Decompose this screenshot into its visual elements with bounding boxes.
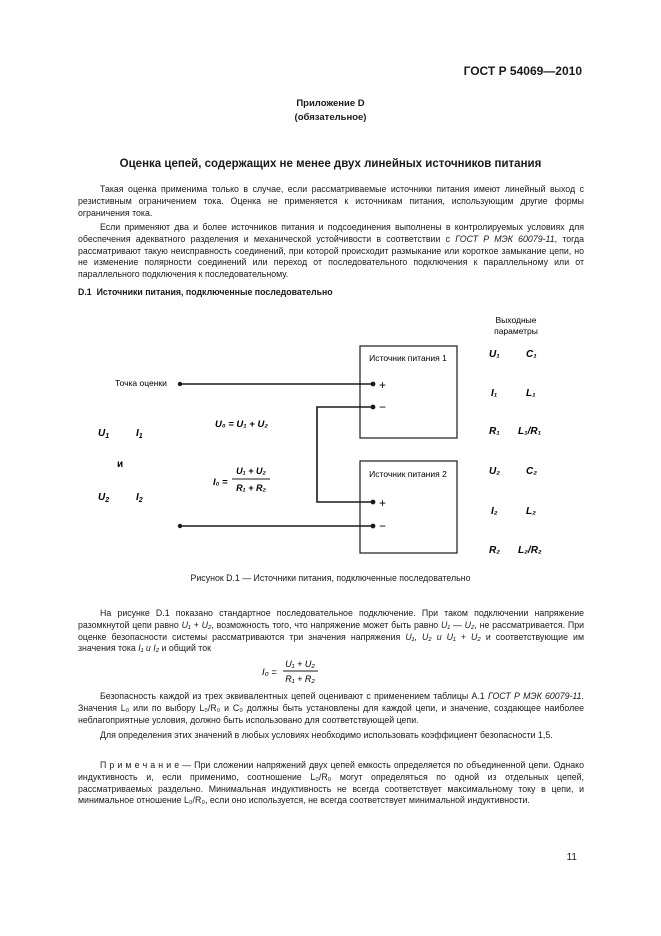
- note-label: П р и м е ч а н и е: [100, 760, 180, 770]
- equation-i0-numerator: U₁ + U₂: [236, 466, 266, 476]
- standard-code: ГОСТ Р 54069—2010: [463, 64, 582, 78]
- output-params-heading-2: параметры: [494, 326, 538, 336]
- standard-reference-2: ГОСТ Р МЭК 60079-11: [487, 691, 582, 701]
- label-i1: $I_1$: [136, 428, 143, 440]
- plus-sign-2: +: [379, 496, 387, 510]
- param-c1: C₁: [526, 349, 537, 360]
- paragraph-2: Если применяют два и более источников питания и подсоединения выполнены в контролируемых условиях для обеспечения адекватного разделения и механической устойчивости в соответствии с ГОСТ Р МЭК 60079-11, тогда рассматривают такую неисправность соединений, при которой происходит размыкание или короткое замыкание цепи, но не изменение полярности соединений или переход от последовательного подключения к параллельному или от параллельного подключения к последовательному.: [78, 222, 584, 280]
- evaluation-point-label: Точка оценки: [115, 378, 167, 388]
- param-l1-r1: L₁/R₁: [518, 426, 542, 437]
- label-and: и: [117, 459, 124, 470]
- paragraph-5: Для определения этих значений в любых условиях необходимо использовать коэффициент безопасности 1,5.: [100, 730, 553, 740]
- section-heading: D.1 Источники питания, подключенные последовательно: [78, 287, 333, 297]
- label-u1: $U_1$: [98, 428, 110, 440]
- equation-i0-lhs: I₀ =: [213, 477, 228, 488]
- param-i1: I₁: [491, 388, 498, 399]
- formula-i0: [0, 655, 661, 689]
- param-c2: C₂: [526, 466, 538, 477]
- power-source-2-label: Источник питания 2: [369, 469, 447, 479]
- eval-terminal-top: [178, 382, 182, 386]
- eval-terminal-bottom: [178, 524, 182, 528]
- paragraph-4: Безопасность каждой из трех эквивалентных цепей оценивают с применением таблицы А.1 ГОСТ Р МЭК 60079-11. Значения L₀ или по выбору L₀/R₀ и C₀ должны быть установлены для каждой цепи, и значение, создающее наиболее неблагоприятные условия, должно быть использовано для соответствующей цепи.: [78, 691, 584, 725]
- minus-sign-2: −: [379, 519, 387, 533]
- param-u1: U₁: [489, 349, 500, 360]
- standard-reference: ГОСТ Р МЭК 60079-11: [455, 233, 555, 244]
- param-r1: R₁: [489, 426, 500, 437]
- param-u2: U₂: [489, 466, 501, 477]
- paragraph-1: Такая оценка применима только в случае, если рассматриваемые источники питания имеют линейный выход с резистивным ограничением тока. Оценка не применяется к источникам питания, использующим другие формы ограничения тока.: [78, 184, 584, 218]
- formula-numerator: U₁ + U₂: [285, 659, 315, 669]
- page-title: Оценка цепей, содержащих не менее двух линейных источников питания: [119, 158, 542, 170]
- output-params-heading: Выходные: [495, 315, 537, 325]
- label-i2: $I_2$: [136, 492, 143, 504]
- param-l1: L₁: [526, 388, 536, 399]
- annex-title: Приложение D: [296, 98, 365, 109]
- note-paragraph: П р и м е ч а н и е — При сложении напряжений двух цепей емкость определяется по объединенной цепи. Однако индуктивность и, если применимо, соотношение L₀/R₀ могут определяться по одной из отдельных цепей, рассматриваемых раздельно. Минимальная индуктивность не всегда соответствует максимальному току в цепи, и минимальное отношение L₀/R₀, если оно используется, не всегда соответствует минимальной индуктивности.: [78, 760, 584, 806]
- figure-caption: Рисунок D.1 — Источники питания, подключенные последовательно: [190, 573, 471, 583]
- power-source-1-label: Источник питания 1: [369, 353, 447, 363]
- paragraph-3: На рисунке D.1 показано стандартное последовательное подключение. При таком подключении напряжение разомкнутой цепи равно U₁ + U₂, возможность того, что напряжение может быть равно U₁ — U₂, не рассматривается. При оценке безопасности системы рассматриваются три значения напряжения U₁, U₂ и U₁ + U₂ и соответствующие им значения тока I₁ и I₂ и общий ток: [78, 608, 584, 654]
- param-i2: I₂: [491, 506, 498, 517]
- minus-sign-1: −: [379, 400, 387, 414]
- formula-lhs: I₀ =: [262, 667, 277, 678]
- label-u2: $U_2$: [98, 492, 110, 504]
- equation-u0: U₀ = U₁ + U₂: [215, 419, 268, 430]
- formula-denominator: R₁ + R₂: [285, 674, 315, 684]
- page-number: 11: [566, 852, 577, 863]
- param-l2: L₂: [526, 506, 536, 517]
- equation-i0-denominator: R₁ + R₂: [236, 483, 266, 493]
- param-l2-r2: L₂/R₂: [518, 545, 542, 556]
- plus-sign-1: +: [379, 378, 387, 392]
- annex-status: (обязательное): [294, 112, 367, 123]
- param-r2: R₂: [489, 545, 501, 556]
- wire-series-link: [317, 407, 373, 502]
